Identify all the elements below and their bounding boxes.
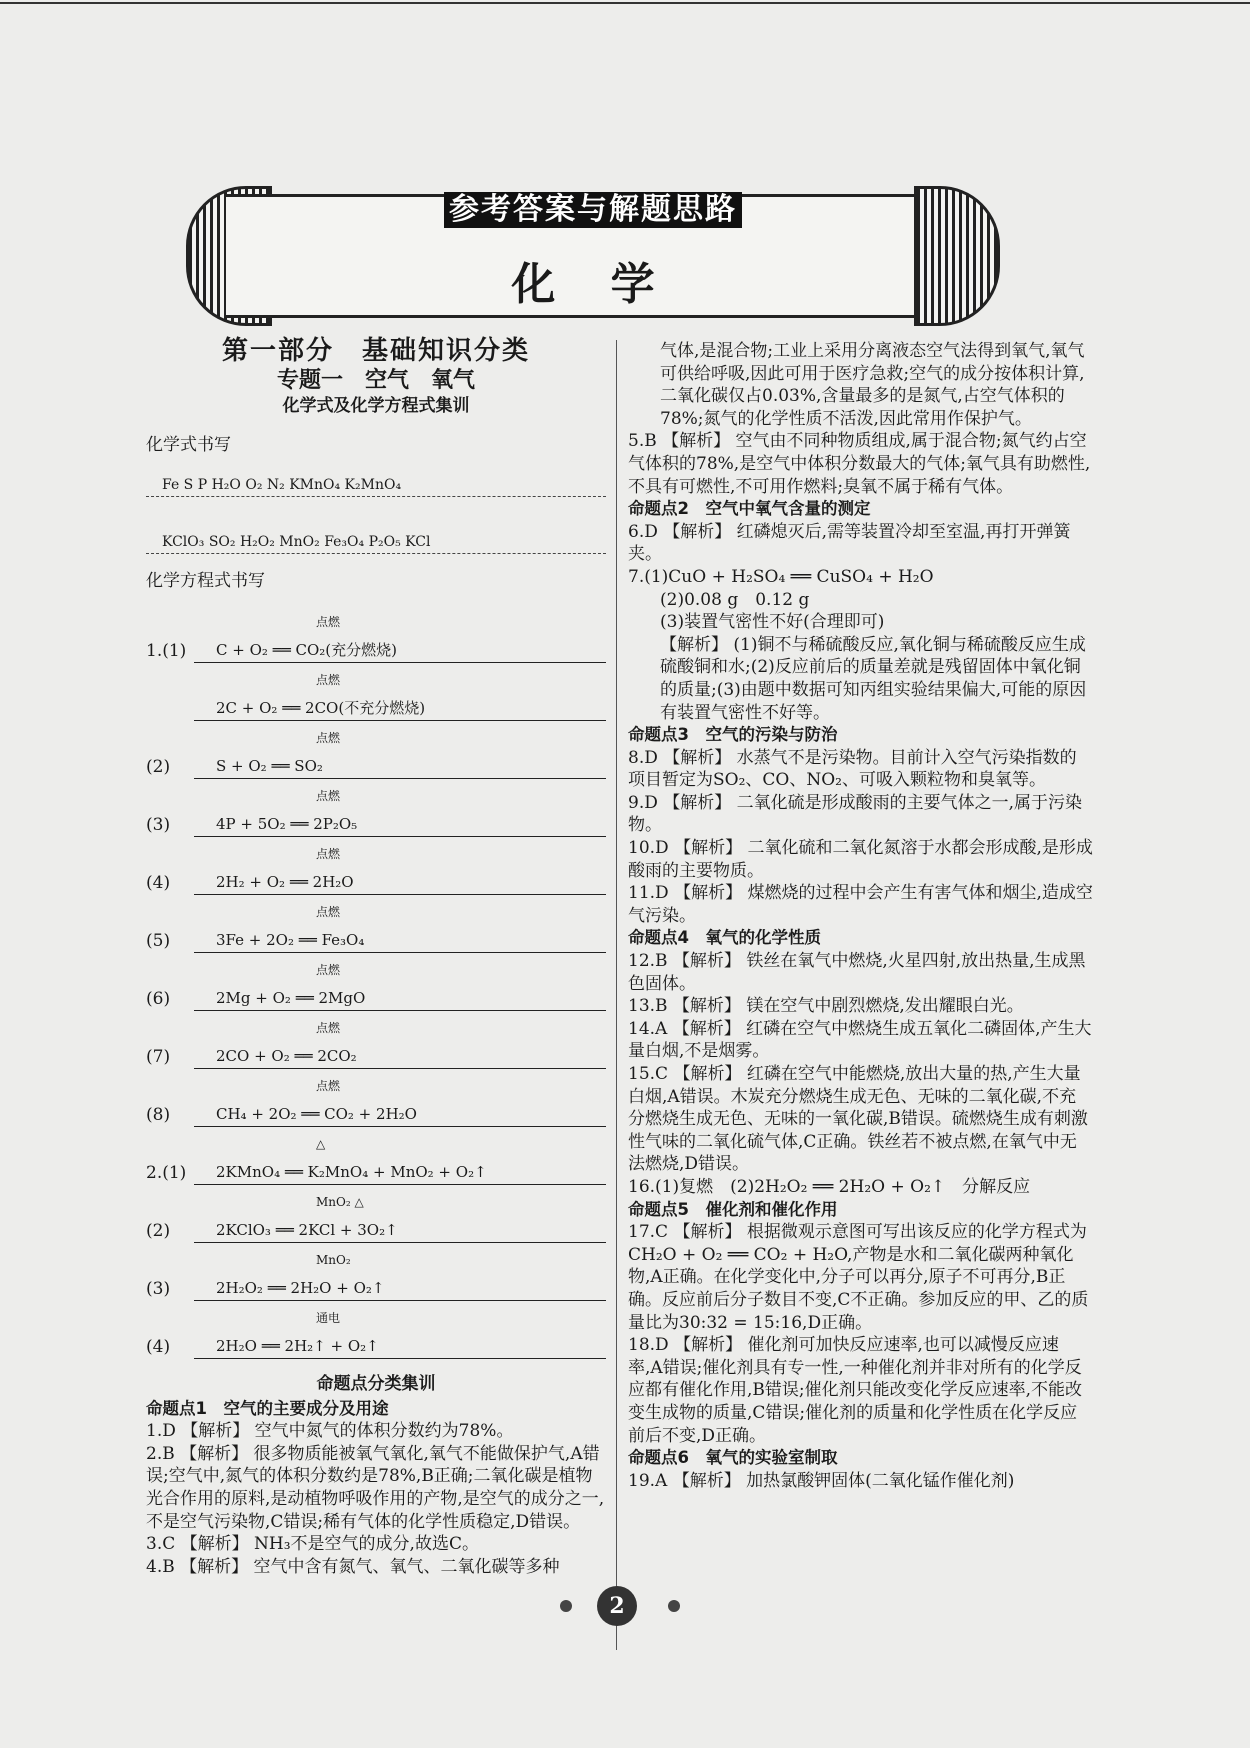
- answer-1: 1.D 【解析】 空气中氮气的体积分数约为78%。: [146, 1421, 514, 1442]
- equation-number: (4): [146, 873, 171, 894]
- equation-text: 3Fe + 2O₂ ══ Fe₃O₄: [194, 929, 606, 953]
- equation-number: (5): [146, 931, 171, 952]
- page-dot-left: [560, 1600, 572, 1612]
- answer-3: 3.C 【解析】 NH₃不是空气的成分,故选C。: [146, 1534, 479, 1555]
- answer-6: 6.D 【解析】 红磷熄灭后,需等装置冷却至室温,再打开弹簧夹。: [628, 521, 1071, 565]
- equation-row: [146, 1075, 606, 1133]
- equation-text: 2H₂ + O₂ ══ 2H₂O: [194, 871, 606, 895]
- equation-number: (2): [146, 1221, 171, 1242]
- equation-label: 化学方程式书写: [146, 571, 265, 592]
- equation-text: 2CO + O₂ ══ 2CO₂: [194, 1045, 606, 1069]
- kp2-heading: 命题点2 空气中氧气含量的测定: [628, 499, 871, 519]
- equation-number: (6): [146, 989, 171, 1010]
- left-column: [146, 336, 606, 1578]
- equation-number: 2.(1): [146, 1163, 187, 1184]
- answer-2: 2.B 【解析】 很多物质能被氧气氧化,氧气不能做保护气,A错误;空气中,氮气的体积分数约是78%,B正确;二氧化碳是植物光合作用的原料,是动植物呼吸作用的产物,是空气的成分之一,不是空气污染物,C错误;稀有气体的化学性质稳定,D错误。: [146, 1443, 605, 1532]
- equation-row: [146, 1133, 606, 1191]
- answer-13: 13.B 【解析】 镁在空气中剧烈燃烧,发出耀眼白光。: [628, 996, 1024, 1017]
- equation-text: S + O₂ ══ SO₂: [194, 755, 606, 779]
- reaction-condition: 点燃: [316, 962, 341, 977]
- banner-title: 参考答案与解题思路: [444, 192, 742, 228]
- subject-title: 化 学: [511, 259, 675, 310]
- reaction-condition: 点燃: [316, 730, 341, 745]
- answer-12: 12.B 【解析】 铁丝在氧气中燃烧,火星四射,放出热量,生成黑色固体。: [628, 951, 1086, 994]
- answer-19: 19.A 【解析】 加热氯酸钾固体(二氧化锰作催化剂): [628, 1470, 1015, 1491]
- page-number: 2: [597, 1586, 637, 1626]
- answer-14: 14.A 【解析】 红磷在空气中燃烧生成五氧化二磷固体,产生大量白烟,不是烟雾。: [628, 1018, 1092, 1062]
- equation-text: 2Mg + O₂ ══ 2MgO: [194, 987, 606, 1011]
- answer-11: 11.D 【解析】 煤燃烧的过程中会产生有害气体和烟尘,造成空气污染。: [628, 883, 1093, 926]
- answer-10: 10.D 【解析】 二氧化硫和二氧化氮溶于水都会形成酸,是形成酸雨的主要物质。: [628, 838, 1093, 881]
- answer-7a: 7.(1)CuO + H₂SO₄ ══ CuSO₄ + H₂O: [628, 566, 934, 587]
- answer-15: 15.C 【解析】 红磷在空气中能燃烧,放出大量的热,产生大量白烟,A错误。木炭充分燃烧生成无色、无味的二氧化碳,不充分燃烧生成无色、无味的一氧化碳,B错误。硫燃烧生成有刺激性气味的二氧化硫气体,C正确。铁丝若不被点燃,在氧气中无法燃烧,D错误。: [628, 1064, 1088, 1175]
- equation-row: [146, 901, 606, 959]
- reaction-condition: 点燃: [316, 788, 341, 803]
- equation-row: [146, 1249, 606, 1307]
- answer-7b: (2)0.08 g 0.12 g: [660, 589, 810, 610]
- answer-16: 16.(1)复燃 (2)2H₂O₂ ══ 2H₂O + O₂↑ 分解反应: [628, 1176, 1031, 1197]
- header-banner: [186, 186, 1000, 320]
- reaction-condition: △: [316, 1136, 326, 1151]
- formula-label: 化学式书写: [146, 434, 231, 455]
- equation-text: 2KMnO₄ ══ K₂MnO₄ + MnO₂ + O₂↑: [194, 1161, 606, 1185]
- equation-list: [146, 611, 606, 1365]
- equation-row: [146, 843, 606, 901]
- kp5-heading: 命题点5 催化剂和催化作用: [628, 1199, 838, 1219]
- formula-line-1: Fe S P H₂O O₂ N₂ KMnO₄ K₂MnO₄: [146, 474, 606, 497]
- reaction-condition: MnO₂ △: [316, 1194, 364, 1209]
- equation-row: [146, 785, 606, 843]
- reaction-condition: 点燃: [316, 1020, 341, 1035]
- equation-text: 2KClO₃ ══ 2KCl + 3O₂↑: [194, 1219, 606, 1243]
- reaction-condition: 点燃: [316, 672, 341, 687]
- equation-row: [146, 1017, 606, 1075]
- equation-row: [146, 611, 606, 669]
- equation-text: 2H₂O₂ ══ 2H₂O + O₂↑: [194, 1277, 606, 1301]
- right-column: [628, 340, 1093, 1492]
- reaction-condition: 点燃: [316, 614, 341, 629]
- equation-text: C + O₂ ══ CO₂(充分燃烧): [194, 639, 606, 663]
- equation-text: CH₄ + 2O₂ ══ CO₂ + 2H₂O: [194, 1103, 606, 1127]
- page-dot-right: [668, 1600, 680, 1612]
- kp3-heading: 命题点3 空气的污染与防治: [628, 725, 838, 745]
- formula-line-2: KClO₃ SO₂ H₂O₂ MnO₂ Fe₃O₄ P₂O₅ KCl: [146, 531, 606, 554]
- section-heading: 命题点分类集训: [316, 1373, 436, 1394]
- equation-row: [146, 1307, 606, 1365]
- part-heading: 第一部分 基础知识分类: [221, 336, 530, 366]
- answer-8: 8.D 【解析】 水蒸气不是污染物。目前计入空气污染指数的项目暂定为SO₂、CO、NO₂、可吸入颗粒物和臭氧等。: [628, 747, 1077, 791]
- kp1-heading: 命题点1 空气的主要成分及用途: [146, 1398, 389, 1418]
- equation-number: (3): [146, 815, 171, 836]
- equation-row: [146, 1191, 606, 1249]
- answer-5: 5.B 【解析】 空气由不同种物质组成,属于混合物;氮气约占空气体积的78%,是空气中体积分数最大的气体;氧气具有助燃性,不具有可燃性,不可用作燃料;臭氧不属于稀有气体。: [628, 431, 1091, 497]
- equation-number: (7): [146, 1047, 171, 1068]
- answer-17: 17.C 【解析】 根据微观示意图可写出该反应的化学方程式为CH₂O + O₂ ══ CO₂ + H₂O,产物是水和二氧化碳两种氧化物,A正确。在化学变化中,分子可以再分,原子不可再分,B正确。反应前后分子数目不变,C不正确。参加反应的甲、乙的质量比为30:32 = 15:16,D正确。: [628, 1222, 1089, 1333]
- drill-heading: 化学式及化学方程式集训: [282, 396, 470, 417]
- kp4-heading: 命题点4 氧气的化学性质: [628, 928, 821, 948]
- column-divider: [616, 340, 617, 1650]
- top-edge-line: [0, 2, 1250, 4]
- answer-7c: (3)装置气密性不好(合理即可): [660, 612, 885, 633]
- reaction-condition: MnO₂: [316, 1252, 351, 1267]
- reaction-condition: 点燃: [316, 904, 341, 919]
- equation-number: (8): [146, 1105, 171, 1126]
- topic-heading: 专题一 空气 氧气: [276, 366, 475, 393]
- reaction-condition: 通电: [316, 1310, 341, 1325]
- equation-text: 4P + 5O₂ ══ 2P₂O₅: [194, 813, 606, 837]
- equation-number: (3): [146, 1279, 171, 1300]
- equation-row: [146, 959, 606, 1017]
- equation-row: [146, 669, 606, 727]
- answer-9: 9.D 【解析】 二氧化硫是形成酸雨的主要气体之一,属于污染物。: [628, 792, 1083, 836]
- reaction-condition: 点燃: [316, 1078, 341, 1093]
- reaction-condition: 点燃: [316, 846, 341, 861]
- equation-text: 2H₂O ══ 2H₂↑ + O₂↑: [194, 1335, 606, 1359]
- answer-4-cont: 气体,是混合物;工业上采用分离液态空气法得到氧气,氧气可供给呼吸,因此可用于医疗急救;空气的成分按体积计算,二氧化碳仅占0.03%,含量最多的是氮气,占空气体积的78%;氮气的化学性质不活泼,因此常用作保护气。: [660, 341, 1085, 429]
- equation-row: [146, 727, 606, 785]
- equation-text: 2C + O₂ ══ 2CO(不充分燃烧): [194, 697, 606, 721]
- equation-number: (2): [146, 757, 171, 778]
- answer-4: 4.B 【解析】 空气中含有氮气、氧气、二氧化碳等多种: [146, 1556, 560, 1577]
- equation-number: (4): [146, 1337, 171, 1358]
- kp6-heading: 命题点6 氧气的实验室制取: [628, 1448, 838, 1468]
- answer-18: 18.D 【解析】 催化剂可加快反应速率,也可以减慢反应速率,A错误;催化剂具有专一性,一种催化剂并非对所有的化学反应都有催化作用,B错误;催化剂只能改变化学反应速率,不能改变生成物的质量,C错误;催化剂的质量和化学性质在化学反应前后不变,D正确。: [628, 1335, 1083, 1446]
- equation-number: 1.(1): [146, 641, 187, 662]
- answer-7d: 【解析】 (1)铜不与稀硫酸反应,氧化铜与稀硫酸反应生成硫酸铜和水;(2)反应前后的质量差就是残留固体中氧化铜的质量;(3)由题中数据可知丙组实验结果偏大,可能的原因有装置气密性不好等。: [660, 634, 1087, 723]
